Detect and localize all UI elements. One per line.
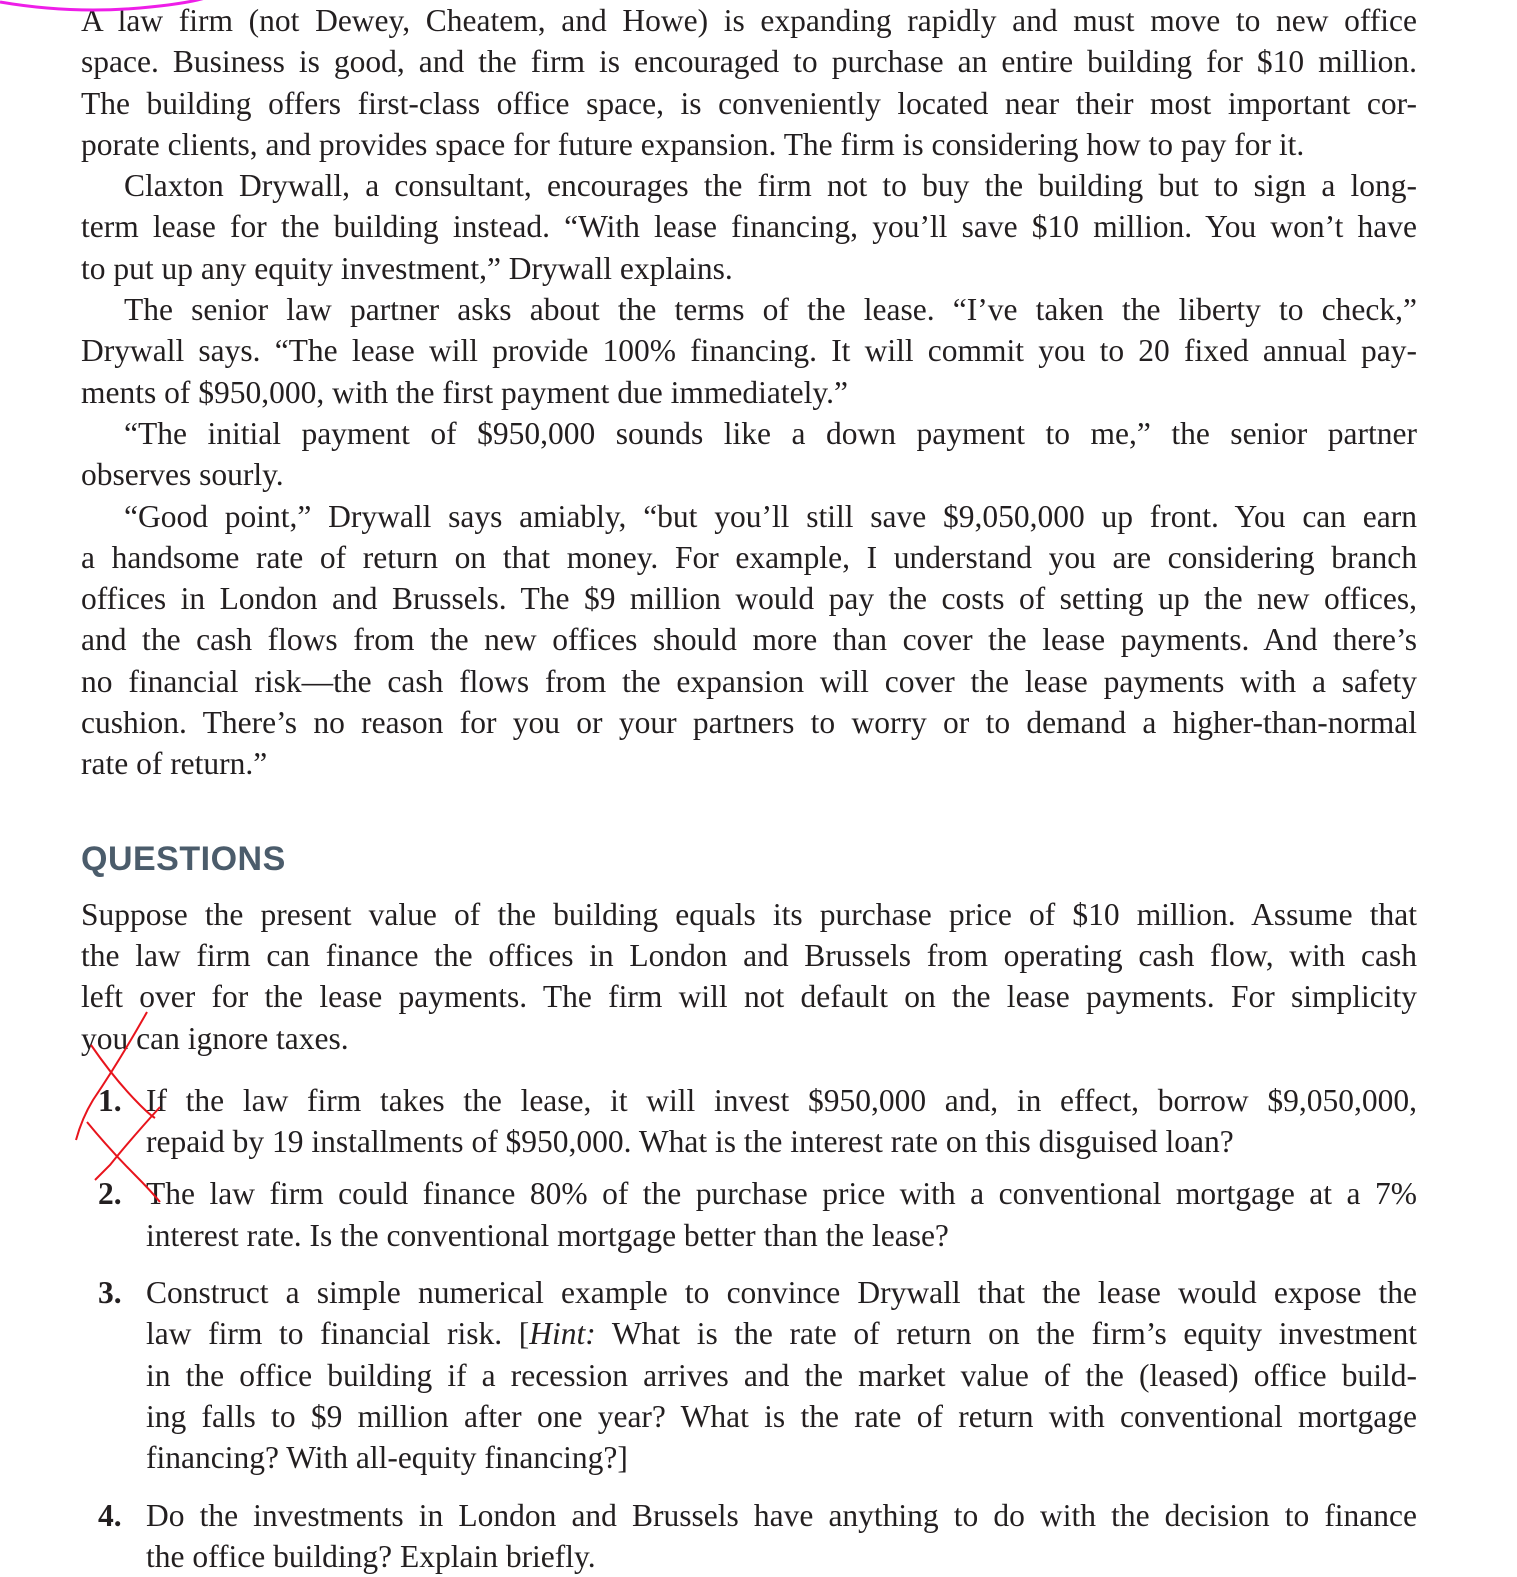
text-line: term lease for the building instead. “With lease financing, you’ll save $10 million. You won’t have xyxy=(81,206,1417,247)
document-page xyxy=(81,0,1417,1577)
text-line: Suppose the present value of the building equals its purchase price of $10 million. Assume that xyxy=(81,894,1417,935)
text-line: the law firm can finance the offices in London and Brussels from operating cash flow, with cash xyxy=(81,935,1417,976)
text-segment: What is the rate of return on the firm’s equity investment xyxy=(596,1316,1417,1351)
text-line: “The initial payment of $950,000 sounds like a down payment to me,” the senior partner xyxy=(81,413,1417,454)
text-line: The senior law partner asks about the terms of the lease. “I’ve taken the liberty to check,” xyxy=(81,289,1417,330)
text-line: The law firm could finance 80% of the purchase price with a conventional mortgage at a 7% xyxy=(146,1173,1417,1214)
text-line: ments of $950,000, with the first payment due immediately.” xyxy=(81,372,1417,413)
case-paragraph xyxy=(81,496,1417,785)
questions-heading: QUESTIONS xyxy=(81,839,1417,880)
text-line: repaid by 19 installments of $950,000. What is the interest rate on this disguised loan? xyxy=(146,1121,1417,1162)
question-number: 2. xyxy=(98,1173,122,1214)
text-line: Construct a simple numerical example to convince Drywall that the lease would expose the xyxy=(146,1272,1417,1313)
text-segment: law firm to financial risk. [ xyxy=(146,1316,529,1351)
question-item xyxy=(81,1495,1417,1577)
text-line: cushion. There’s no reason for you or your partners to worry or to demand a higher-than-normal xyxy=(81,702,1417,743)
text-line xyxy=(146,1313,1417,1354)
case-paragraph xyxy=(81,165,1417,289)
text-line: financing? With all-equity financing?] xyxy=(146,1437,1417,1478)
question-item xyxy=(81,1173,1417,1256)
case-paragraph xyxy=(81,289,1417,413)
text-line: The building offers first-class office space, is conveniently located near their most important cor- xyxy=(81,83,1417,124)
text-line: Do the investments in London and Brussels have anything to do with the decision to finance xyxy=(146,1495,1417,1536)
text-line: no financial risk—the cash flows from the expansion will cover the lease payments with a safety xyxy=(81,661,1417,702)
question-item xyxy=(81,1080,1417,1163)
text-line: and the cash flows from the new offices should more than cover the lease payments. And there’s xyxy=(81,619,1417,660)
text-line: to put up any equity investment,” Drywall explains. xyxy=(81,248,1417,289)
text-line: porate clients, and provides space for future expansion. The firm is considering how to pay for it. xyxy=(81,124,1417,165)
text-line: left over for the lease payments. The firm will not default on the lease payments. For simplicity xyxy=(81,976,1417,1017)
text-line: ing falls to $9 million after one year? What is the rate of return with conventional mortgage xyxy=(146,1396,1417,1437)
question-number: 4. xyxy=(98,1495,122,1536)
text-line: A law firm (not Dewey, Cheatem, and Howe) is expanding rapidly and must move to new office xyxy=(81,0,1417,41)
text-line: Claxton Drywall, a consultant, encourages the firm not to buy the building but to sign a long- xyxy=(81,165,1417,206)
text-line: in the office building if a recession arrives and the market value of the (leased) office build- xyxy=(146,1355,1417,1396)
text-line: If the law firm takes the lease, it will invest $950,000 and, in effect, borrow $9,050,000, xyxy=(146,1080,1417,1121)
text-line: Drywall says. “The lease will provide 100% financing. It will commit you to 20 fixed annual pay- xyxy=(81,330,1417,371)
text-line: interest rate. Is the conventional mortgage better than the lease? xyxy=(146,1215,1417,1256)
text-line: “Good point,” Drywall says amiably, “but you’ll still save $9,050,000 up front. You can earn xyxy=(81,496,1417,537)
text-line: offices in London and Brussels. The $9 million would pay the costs of setting up the new offices, xyxy=(81,578,1417,619)
case-paragraph xyxy=(81,413,1417,496)
text-line: space. Business is good, and the firm is encouraged to purchase an entire building for $10 million. xyxy=(81,41,1417,82)
case-paragraph xyxy=(81,0,1417,165)
text-line: you can ignore taxes. xyxy=(81,1018,1417,1059)
text-line: rate of return.” xyxy=(81,743,1417,784)
questions-intro xyxy=(81,894,1417,1059)
text-line: observes sourly. xyxy=(81,454,1417,495)
question-number: 1. xyxy=(98,1080,122,1121)
text-line: the office building? Explain briefly. xyxy=(146,1536,1417,1577)
question-item xyxy=(81,1272,1417,1478)
italic-hint: Hint: xyxy=(529,1316,596,1351)
question-number: 3. xyxy=(98,1272,122,1313)
text-line: a handsome rate of return on that money. For example, I understand you are considering branch xyxy=(81,537,1417,578)
